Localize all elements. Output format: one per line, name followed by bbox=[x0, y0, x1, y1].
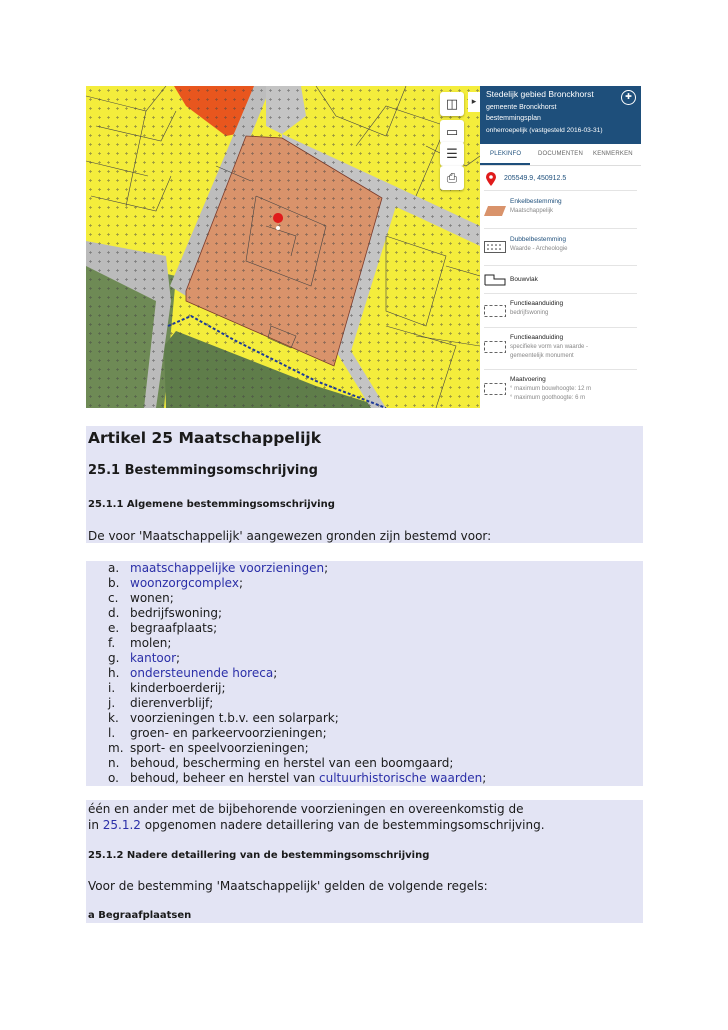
legend-item-enkelbestemming bbox=[484, 197, 639, 223]
plan-title: Stedelijk gebied Bronckhorst bbox=[486, 89, 594, 99]
tab-plekinfo[interactable]: PLEKINFO bbox=[490, 151, 522, 157]
section-title: 25.1 Bestemmingsomschrijving bbox=[88, 463, 318, 478]
intro-text: De voor 'Maatschappelijk' aangewezen gronden zijn bestemd voor: bbox=[88, 529, 492, 543]
map-image-icon[interactable]: ▭ bbox=[440, 120, 464, 144]
list-text: dierenverblijf; bbox=[130, 696, 214, 710]
list-text: begraafplaats; bbox=[130, 621, 218, 635]
term-link[interactable]: maatschappelijke voorzieningen bbox=[130, 561, 325, 575]
rules-intro: Voor de bestemming 'Maatschappelijk' gelden de volgende regels: bbox=[88, 879, 488, 893]
legend-title: Dubbelbestemming bbox=[510, 236, 567, 243]
list-marker: d. bbox=[108, 606, 120, 620]
tab-documenten[interactable]: DOCUMENTEN bbox=[538, 151, 583, 157]
list-marker: c. bbox=[108, 591, 119, 605]
list-suffix: ; bbox=[238, 576, 243, 590]
print-icon[interactable]: ⎙ bbox=[440, 166, 464, 190]
panel-header bbox=[480, 86, 641, 144]
dashed-box-icon bbox=[484, 383, 506, 395]
article-title: Artikel 25 Maatschappelijk bbox=[88, 429, 322, 447]
legend-title: Functieaanduiding bbox=[510, 300, 564, 307]
legend-subtitle: specifieke vorm van waarde - bbox=[510, 344, 589, 350]
close-icon[interactable]: ✚ bbox=[621, 90, 636, 105]
divider bbox=[484, 190, 637, 191]
active-tab-indicator bbox=[480, 163, 530, 165]
legend-list-icon[interactable]: ☰ bbox=[440, 142, 464, 166]
list-text: groen- en parkeervoorzieningen; bbox=[130, 726, 327, 740]
legend-item-bouwvlak bbox=[484, 272, 639, 288]
list-marker: l. bbox=[108, 726, 116, 740]
legend-title: Enkelbestemming bbox=[510, 198, 562, 205]
list-text: behoud, bescherming en herstel van een boomgaard; bbox=[130, 756, 454, 770]
dashed-box-icon bbox=[484, 341, 506, 353]
closing-prefix: in bbox=[88, 818, 103, 832]
term-link[interactable]: cultuurhistorische waarden bbox=[319, 771, 483, 785]
list-marker: i. bbox=[108, 681, 116, 695]
map-view[interactable] bbox=[86, 86, 480, 408]
list-text: behoud, beheer en herstel van bbox=[130, 771, 320, 785]
legend-subtitle: bedrijfswoning bbox=[510, 310, 549, 316]
sub-a-title: a Begraafplaatsen bbox=[88, 910, 192, 921]
info-panel bbox=[480, 86, 641, 408]
legend-item-functieaanduiding-2 bbox=[484, 333, 639, 365]
legend-subtitle: Waarde - Archeologie bbox=[510, 246, 568, 252]
building-outline-icon bbox=[484, 274, 506, 286]
list-marker: b. bbox=[108, 576, 120, 590]
map-pin-icon bbox=[486, 172, 496, 186]
legend-item-dubbelbestemming bbox=[484, 234, 639, 260]
legend-subtitle: ° maximum bouwhoogte: 12 m bbox=[510, 386, 592, 392]
legend-item-functieaanduiding-1 bbox=[484, 299, 639, 323]
term-link[interactable]: ondersteunende horeca bbox=[130, 666, 274, 680]
divider bbox=[484, 327, 637, 328]
map-canvas[interactable] bbox=[86, 86, 480, 408]
closing-line-2 bbox=[88, 818, 545, 832]
divider bbox=[484, 293, 637, 294]
list-text: bedrijfswoning; bbox=[130, 606, 223, 620]
legend-title: Functieaanduiding bbox=[510, 334, 564, 341]
subsection-2-title: 25.1.2 Nadere detaillering van de bestemmingsomschrijving bbox=[88, 850, 430, 861]
closing-line-1: één en ander met de bijbehorende voorzieningen en overeenkomstig de bbox=[88, 802, 524, 816]
list-marker: o. bbox=[108, 771, 119, 785]
dotted-grid-swatch-icon bbox=[484, 241, 506, 253]
list-text: kinderboerderij; bbox=[130, 681, 226, 695]
coordinates-value: 205549.9, 450912.5 bbox=[504, 175, 567, 182]
list-text: wonen; bbox=[130, 591, 174, 605]
list-marker: n. bbox=[108, 756, 120, 770]
legend-subtitle: Maatschappelijk bbox=[510, 208, 554, 214]
legend-subtitle-2: ° maximum goothoogte: 6 m bbox=[510, 395, 586, 401]
plan-municipality: gemeente Bronckhorst bbox=[486, 104, 557, 111]
term-link[interactable]: woonzorgcomplex bbox=[130, 576, 239, 590]
legend-title: Bouwvlak bbox=[510, 276, 538, 283]
dashed-box-icon bbox=[484, 305, 506, 317]
list-suffix: ; bbox=[176, 651, 181, 665]
list-suffix: ; bbox=[482, 771, 487, 785]
list-marker: h. bbox=[108, 666, 120, 680]
section-link[interactable]: 25.1.2 bbox=[102, 818, 141, 832]
closing-suffix: opgenomen nadere detaillering van de bestemmingsomschrijving. bbox=[140, 818, 545, 832]
legend-subtitle-2: gemeentelijk monument bbox=[510, 353, 574, 359]
dot-pattern bbox=[86, 86, 480, 408]
list-suffix: ; bbox=[324, 561, 329, 575]
collapse-panel-arrow-icon[interactable]: ▸ bbox=[468, 92, 480, 112]
divider bbox=[484, 369, 637, 370]
list-text: voorzieningen t.b.v. een solarpark; bbox=[130, 711, 339, 725]
list-marker: k. bbox=[108, 711, 119, 725]
list-marker: j. bbox=[108, 696, 116, 710]
list-text: molen; bbox=[130, 636, 172, 650]
layers-icon[interactable]: ◫ bbox=[440, 92, 464, 116]
plan-status: onherroepelijk (vastgesteld 2016-03-31) bbox=[486, 127, 603, 134]
list-marker: f. bbox=[108, 636, 116, 650]
divider bbox=[484, 265, 637, 266]
legend-item-maatvoering bbox=[484, 375, 639, 407]
divider bbox=[484, 228, 637, 229]
orange-swatch-icon bbox=[484, 205, 506, 217]
subsection-title: 25.1.1 Algemene bestemmingsomschrijving bbox=[88, 499, 335, 510]
list-marker: g. bbox=[108, 651, 120, 665]
list-marker: a. bbox=[108, 561, 120, 575]
list-suffix: ; bbox=[273, 666, 278, 680]
tab-kenmerken[interactable]: KENMERKEN bbox=[593, 151, 633, 157]
list-marker: e. bbox=[108, 621, 120, 635]
list-text: sport- en speelvoorzieningen; bbox=[130, 741, 309, 755]
list-marker: m. bbox=[108, 741, 124, 755]
panel-tabs bbox=[480, 144, 641, 166]
term-link[interactable]: kantoor bbox=[130, 651, 177, 665]
plan-type: bestemmingsplan bbox=[486, 115, 541, 122]
legend-title: Maatvoering bbox=[510, 376, 546, 383]
